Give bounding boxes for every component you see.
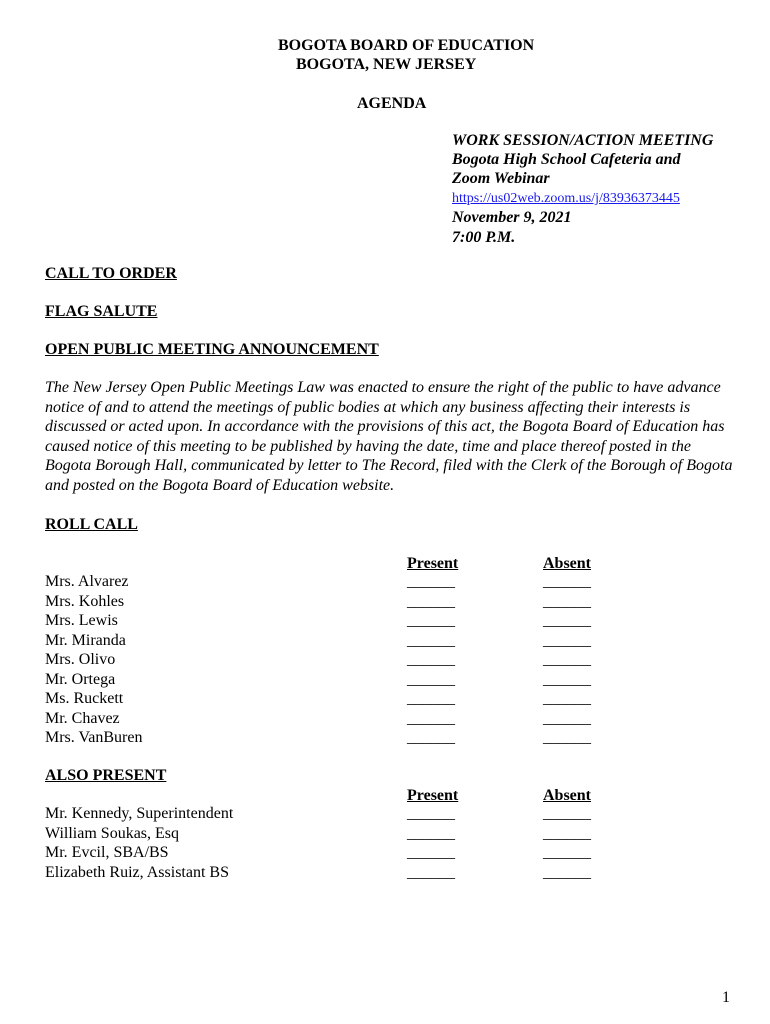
page-number: 1 (722, 989, 730, 1006)
also-present-names (45, 804, 233, 882)
meeting-venue-line2: Zoom Webinar (452, 170, 550, 187)
roll-call-absent-header: Absent (543, 555, 592, 572)
present-blank-line: ______ (407, 729, 455, 746)
zoom-link-container (452, 188, 680, 208)
present-blank-line: ______ (407, 709, 455, 727)
present-blank-line: ______ (407, 805, 455, 822)
agenda-title: AGENDA (357, 95, 427, 112)
present-blank-line: ______ (407, 592, 455, 610)
present-blank-line: ______ (407, 573, 455, 590)
member-name: Mr. Evcil, SBA/BS (45, 844, 169, 861)
absent-blank-line: ______ (543, 631, 591, 649)
announcement-paragraph: The New Jersey Open Public Meetings Law was enacted to ensure the right of the public to have advance notice of and to attend the meetings of public bodies at which any business affecting their interests is discussed or acted upon. In accordance with the provisions of this act, the Bogota Board of Education has caused notice of this meeting to be published by having the date, time and place thereof posted in the Bogota Borough Hall, communicated by letter to The Record, filed with the Clerk of the Borough of Bogota and posted on the Bogota Board of Education website. (45, 379, 733, 494)
roll-call-present-column (407, 572, 455, 748)
meeting-venue-line1: Bogota High School Cafeteria and (452, 151, 681, 168)
also-present-absent-column (543, 804, 591, 882)
member-name: Mrs. Kohles (45, 592, 125, 610)
present-blank-line: ______ (407, 631, 455, 649)
roll-call-names (45, 572, 142, 748)
present-blank-line: ______ (407, 824, 455, 842)
present-blank-line: ______ (407, 844, 455, 861)
member-name: Mrs. Olivo (45, 651, 116, 668)
member-name: Elizabeth Ruiz, Assistant BS (45, 863, 229, 881)
present-blank-line: ______ (407, 612, 455, 629)
present-blank-line: ______ (407, 670, 455, 688)
member-name: Mrs. Alvarez (45, 573, 129, 590)
roll-call-present-header: Present (407, 555, 459, 572)
also-present-present-header: Present (407, 787, 459, 804)
absent-blank-line: ______ (543, 690, 591, 707)
zoom-link[interactable]: https://us02web.zoom.us/j/83936373445 (452, 191, 680, 206)
meeting-type: WORK SESSION/ACTION MEETING (452, 132, 714, 149)
absent-blank-line: ______ (543, 651, 591, 668)
also-present-present-column (407, 804, 455, 882)
absent-blank-line: ______ (543, 612, 591, 629)
section-call-to-order: CALL TO ORDER (45, 265, 177, 282)
absent-blank-line: ______ (543, 863, 591, 881)
meeting-date: November 9, 2021 (452, 209, 572, 226)
also-present-absent-header: Absent (543, 787, 592, 804)
absent-blank-line: ______ (543, 573, 591, 590)
section-open-public-meeting: OPEN PUBLIC MEETING ANNOUNCEMENT (45, 341, 379, 358)
absent-blank-line: ______ (543, 729, 591, 746)
section-also-present: ALSO PRESENT (45, 767, 167, 784)
member-name: Mrs. VanBuren (45, 729, 143, 746)
roll-call-absent-column (543, 572, 591, 748)
member-name: Mr. Ortega (45, 670, 116, 688)
present-blank-line: ______ (407, 651, 455, 668)
section-roll-call: ROLL CALL (45, 516, 138, 533)
member-name: Mrs. Lewis (45, 612, 118, 629)
org-location: BOGOTA, NEW JERSEY (296, 56, 477, 73)
absent-blank-line: ______ (543, 670, 591, 688)
absent-blank-line: ______ (543, 844, 591, 861)
meeting-time: 7:00 P.M. (452, 229, 516, 246)
member-name: Mr. Chavez (45, 709, 120, 727)
org-title: BOGOTA BOARD OF EDUCATION (278, 37, 535, 54)
member-name: William Soukas, Esq (45, 824, 180, 842)
present-blank-line: ______ (407, 690, 455, 707)
member-name: Mr. Kennedy, Superintendent (45, 805, 234, 822)
absent-blank-line: ______ (543, 824, 591, 842)
absent-blank-line: ______ (543, 805, 591, 822)
member-name: Mr. Miranda (45, 631, 126, 649)
present-blank-line: ______ (407, 863, 455, 881)
member-name: Ms. Ruckett (45, 690, 124, 707)
section-flag-salute: FLAG SALUTE (45, 303, 158, 320)
absent-blank-line: ______ (543, 592, 591, 610)
absent-blank-line: ______ (543, 709, 591, 727)
